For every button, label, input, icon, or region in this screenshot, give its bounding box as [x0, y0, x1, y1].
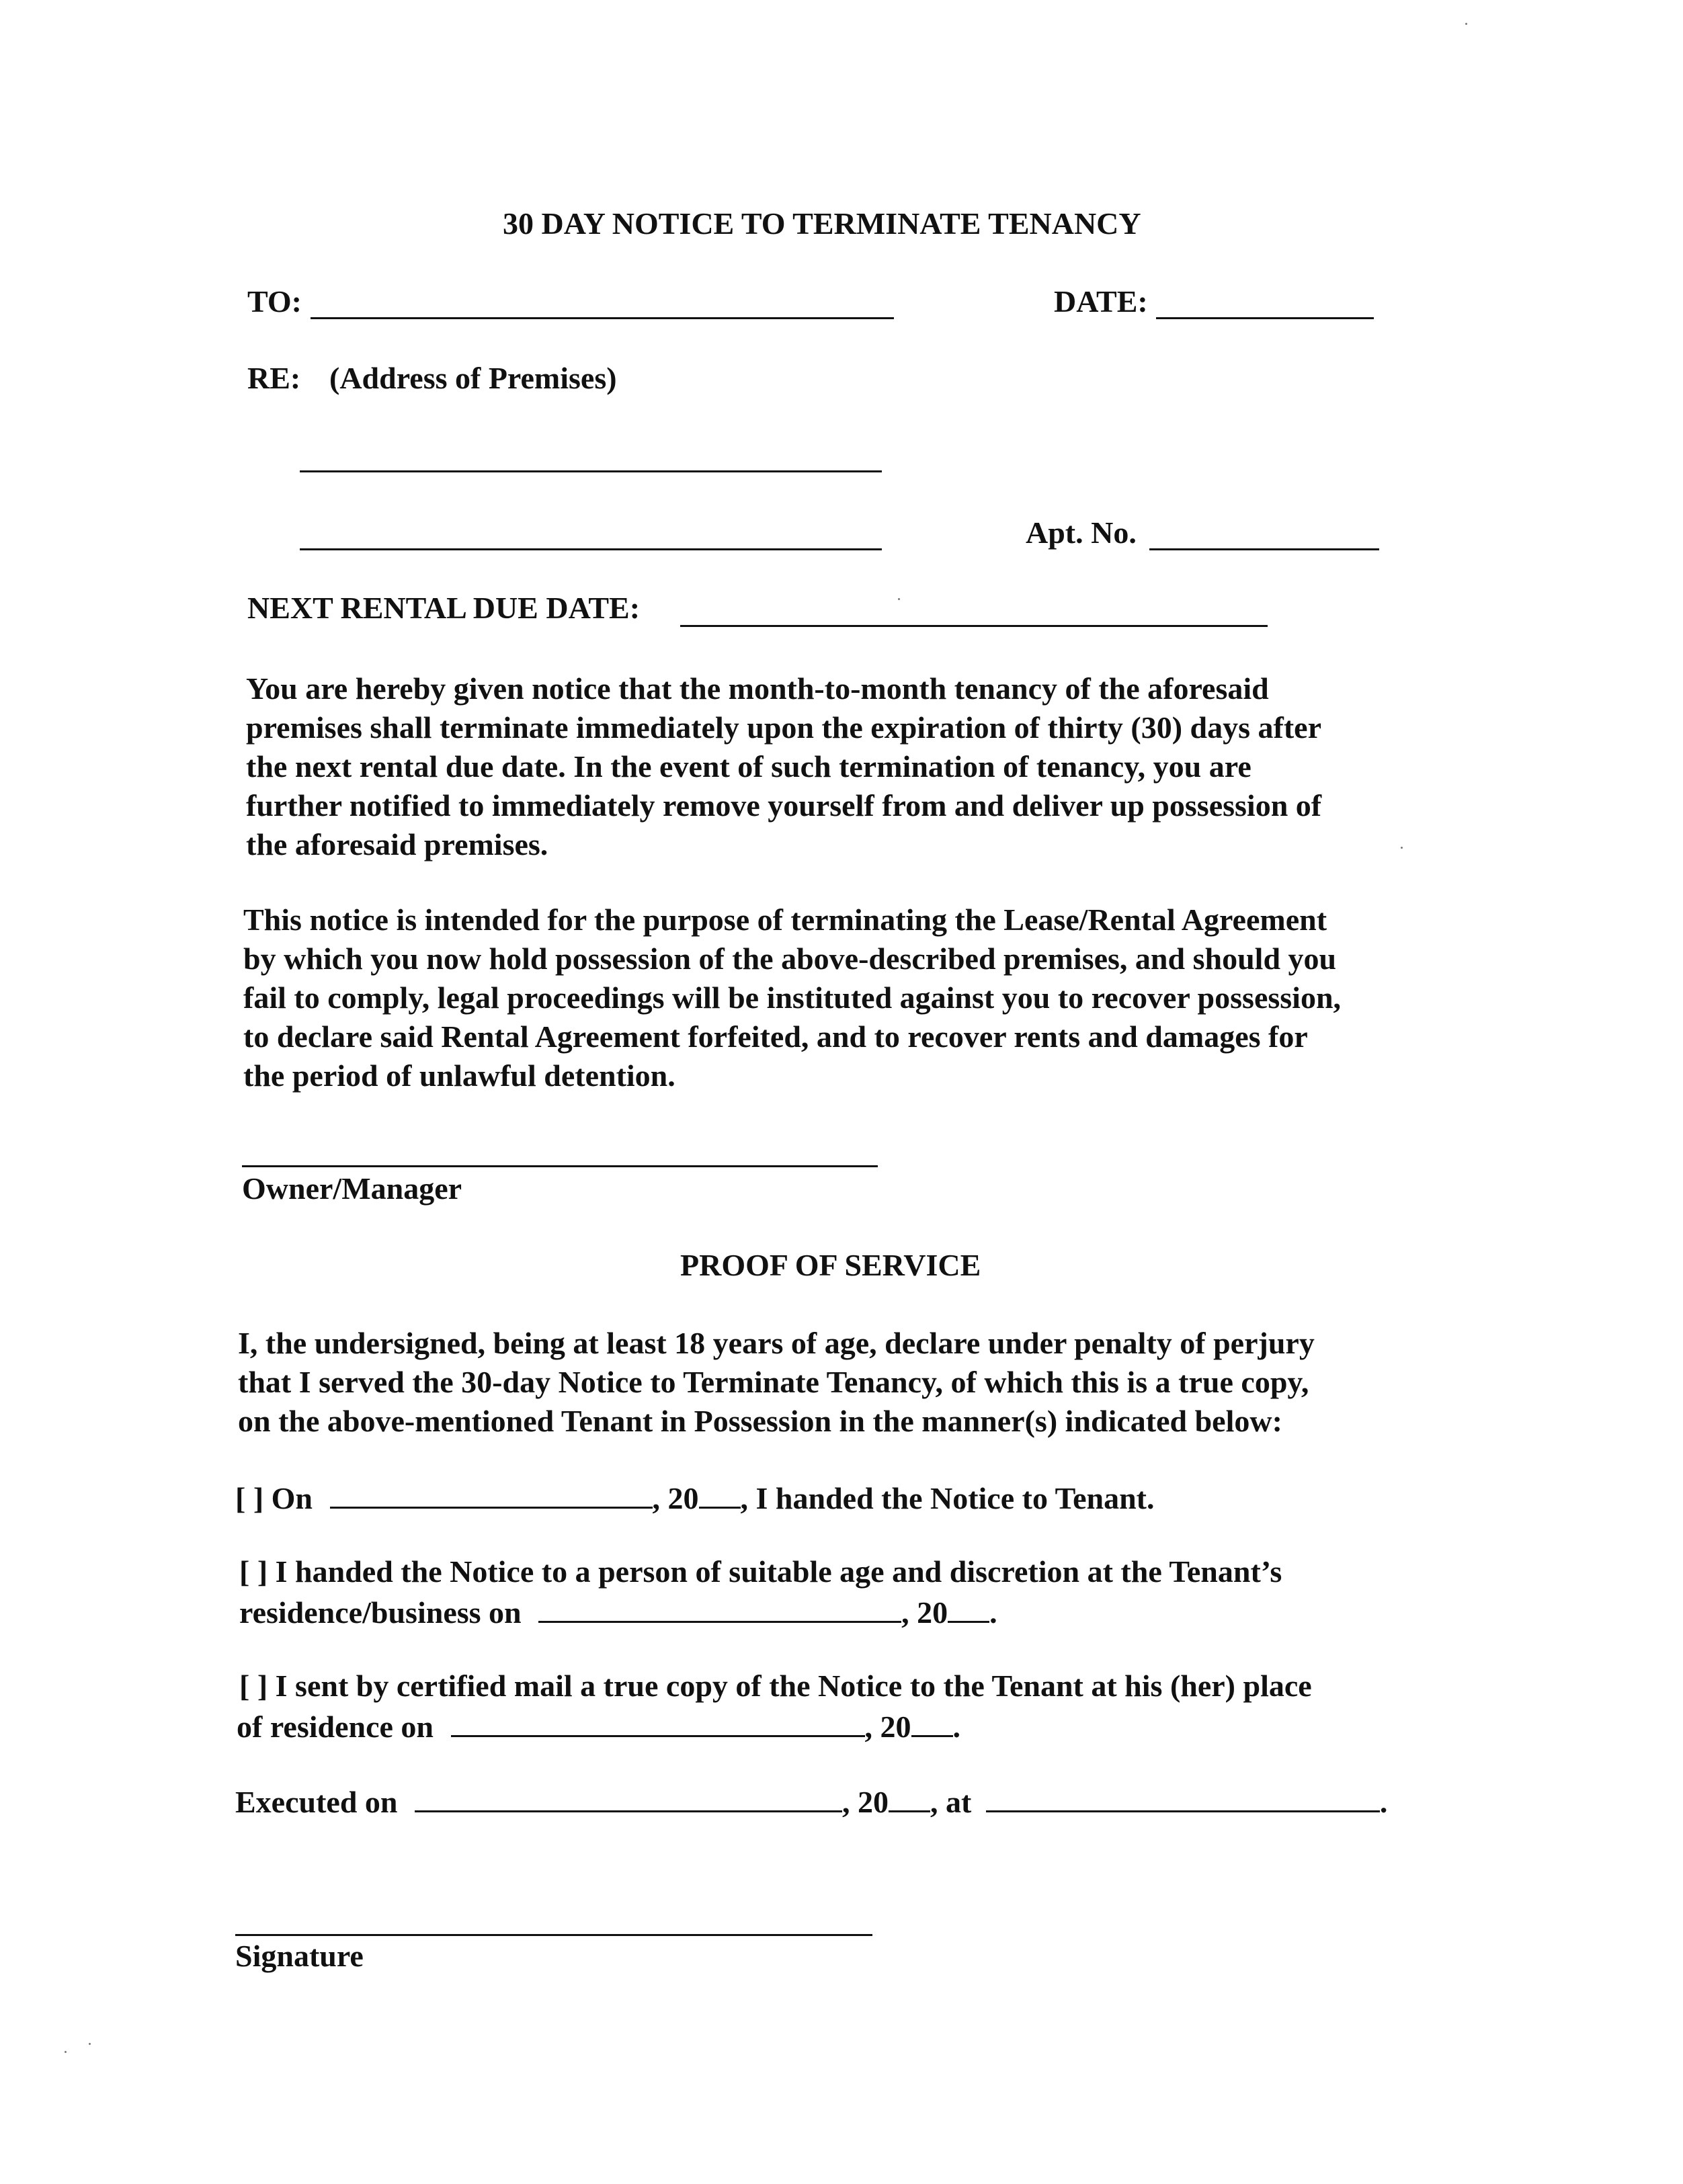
proof-declaration [238, 1324, 1315, 1441]
option2-year-label: , 20 [901, 1595, 948, 1630]
scan-speck [89, 2043, 91, 2045]
option2-year-field[interactable] [948, 1594, 989, 1623]
declaration-line: on the above-mentioned Tenant in Possession in the manner(s) indicated below: [238, 1404, 1282, 1438]
address-line-1[interactable] [300, 470, 882, 472]
paragraph-line: the next rental due date. In the event of such termination of tenancy, you are [246, 749, 1251, 784]
notice-paragraph-1 [246, 669, 1321, 864]
option3-line1: I sent by certified mail a true copy of the Notice to the Tenant at his (her) place [275, 1669, 1312, 1703]
owner-signature-line[interactable] [242, 1165, 878, 1167]
executed-end: . [1379, 1785, 1388, 1819]
executed-year-label: , 20 [842, 1785, 889, 1819]
option-on-label: On [271, 1481, 313, 1515]
option1-date-field[interactable] [330, 1480, 653, 1509]
option1-tail: , I handed the Notice to Tenant. [740, 1481, 1155, 1515]
executed-row [235, 1783, 1387, 1818]
service-option-1 [235, 1480, 1154, 1514]
paragraph-line: fail to comply, legal proceedings will be instituted against you to recover possession, [243, 980, 1342, 1015]
date-label: DATE: [1054, 284, 1148, 319]
re-label: RE: [247, 361, 301, 395]
service-option-2 [239, 1556, 1282, 1587]
scan-speck [65, 2051, 67, 2053]
address-label: (Address of Premises) [329, 361, 617, 395]
paragraph-line: the period of unlawful detention. [243, 1058, 675, 1093]
server-signature-line[interactable] [235, 1934, 872, 1936]
paragraph-line: the aforesaid premises. [246, 827, 548, 862]
service-option-2-cont [239, 1594, 997, 1628]
paragraph-line: further notified to immediately remove yourself from and deliver up possession of [246, 788, 1322, 823]
scan-speck [1401, 847, 1403, 849]
paragraph-line: by which you now hold possession of the above-described premises, and should you [243, 941, 1337, 976]
signature-label: Signature [235, 1939, 364, 1973]
address-line-2[interactable] [300, 548, 882, 550]
option2-line2: residence/business on [239, 1595, 522, 1630]
next-due-label: NEXT RENTAL DUE DATE: [247, 591, 641, 625]
notice-paragraph-2 [243, 900, 1341, 1095]
option2-line1: I handed the Notice to a person of suitable age and discretion at the Tenant’s [275, 1554, 1282, 1589]
paragraph-line: to declare said Rental Agreement forfeited, and to recover rents and damages for [243, 1019, 1308, 1054]
paragraph-line: premises shall terminate immediately upon the expiration of thirty (30) days after [246, 710, 1322, 745]
option3-year-field[interactable] [911, 1708, 953, 1737]
executed-date-field[interactable] [415, 1783, 842, 1812]
checkbox-suitable-person[interactable]: [ ] [239, 1554, 268, 1589]
proof-title: PROOF OF SERVICE [680, 1248, 981, 1282]
executed-at-label: , at [930, 1785, 972, 1819]
apt-field[interactable] [1149, 548, 1379, 550]
apt-label: Apt. No. [1026, 515, 1137, 550]
option1-year-field[interactable] [699, 1480, 741, 1509]
option2-date-field[interactable] [538, 1594, 901, 1623]
checkbox-certified-mail[interactable]: [ ] [239, 1669, 268, 1703]
scan-speck [1465, 23, 1467, 25]
option3-date-field[interactable] [451, 1708, 865, 1737]
executed-year-field[interactable] [889, 1783, 930, 1812]
service-option-3-cont [237, 1708, 960, 1742]
option1-year-label: , 20 [652, 1481, 699, 1515]
date-field[interactable] [1156, 317, 1374, 319]
scan-speck [898, 598, 900, 600]
owner-label: Owner/Manager [242, 1171, 462, 1206]
to-field[interactable] [311, 317, 894, 319]
service-option-3 [239, 1671, 1312, 1702]
next-due-field[interactable] [680, 625, 1268, 627]
option3-line2: of residence on [237, 1710, 434, 1744]
paragraph-line: You are hereby given notice that the month-to-month tenancy of the aforesaid [246, 671, 1269, 706]
option3-end: . [952, 1710, 961, 1744]
notice-title: 30 DAY NOTICE TO TERMINATE TENANCY [503, 206, 1141, 241]
paragraph-line: This notice is intended for the purpose of terminating the Lease/Rental Agreement [243, 902, 1327, 937]
executed-label: Executed on [235, 1785, 398, 1819]
option2-end: . [989, 1595, 997, 1630]
declaration-line: that I served the 30-day Notice to Terminate Tenancy, of which this is a true copy, [238, 1365, 1309, 1399]
checkbox-handed-tenant[interactable]: [ ] [235, 1481, 264, 1515]
declaration-line: I, the undersigned, being at least 18 years of age, declare under penalty of perjury [238, 1326, 1315, 1360]
executed-place-field[interactable] [986, 1783, 1380, 1812]
to-label: TO: [247, 284, 302, 319]
option3-year-label: , 20 [864, 1710, 911, 1744]
